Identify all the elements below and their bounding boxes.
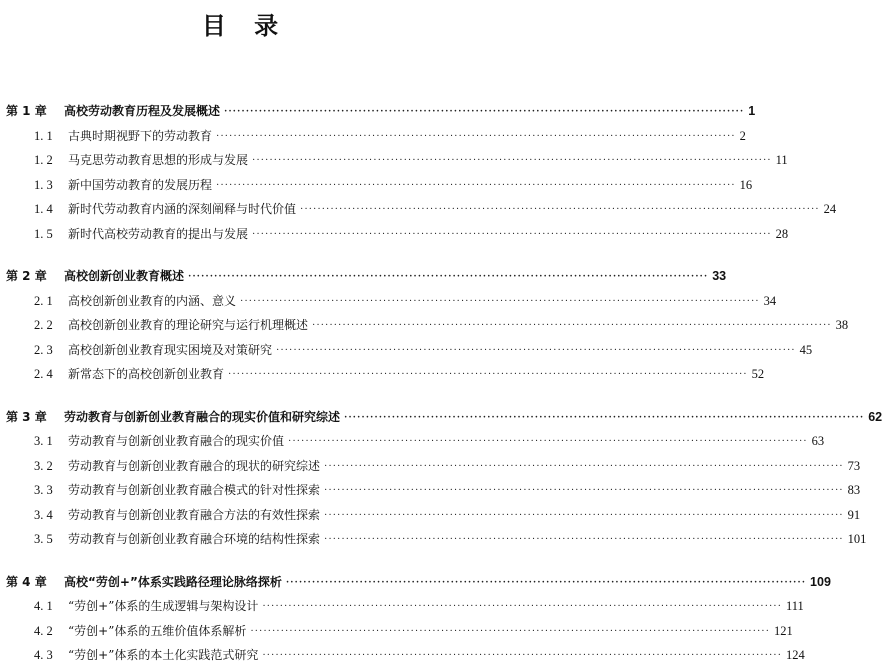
section-title: “劳创+”体系的五维价值体系解析 bbox=[68, 623, 247, 638]
section-title: 新中国劳动教育的发展历程 bbox=[68, 177, 213, 192]
section-title: 劳动教育与创新创业教育融合模式的针对性探索 bbox=[68, 483, 321, 497]
section-page: 2 bbox=[739, 128, 746, 143]
leader-dots: ························································································································ bbox=[188, 271, 709, 282]
section-row[interactable] bbox=[0, 642, 805, 662]
chapter-row[interactable] bbox=[0, 98, 756, 118]
leader-dots: ························································································································ bbox=[324, 509, 844, 521]
chapter-page: 62 bbox=[868, 409, 882, 424]
section-title: 劳动教育与创新创业教育融合的现状的研究综述 bbox=[68, 458, 321, 473]
section-number: 3. 2 bbox=[34, 458, 53, 473]
leader-dots: ························································································································ bbox=[344, 411, 865, 423]
section-page: 73 bbox=[847, 458, 861, 473]
section-number: 3. 1 bbox=[34, 434, 53, 448]
section-number: 2. 1 bbox=[34, 293, 53, 308]
leader-dots: ························································································································ bbox=[312, 320, 832, 331]
section-row[interactable] bbox=[0, 428, 825, 448]
section-number: 1. 4 bbox=[34, 202, 53, 216]
section-row[interactable] bbox=[0, 361, 765, 381]
section-number: 3. 5 bbox=[34, 532, 53, 546]
section-page: 34 bbox=[763, 293, 777, 308]
section-row[interactable] bbox=[0, 288, 777, 308]
section-row[interactable] bbox=[0, 312, 849, 332]
section-page: 45 bbox=[799, 342, 813, 357]
section-title: “劳创+”体系的本土化实践范式研究 bbox=[68, 648, 259, 662]
chapter-row[interactable] bbox=[0, 569, 831, 589]
leader-dots: ························································································································ bbox=[250, 625, 770, 637]
section-page: 91 bbox=[847, 507, 861, 522]
section-row[interactable] bbox=[0, 453, 861, 473]
section-number: 4. 3 bbox=[34, 648, 53, 662]
section-row[interactable] bbox=[0, 502, 861, 522]
leader-dots: ························································································································ bbox=[224, 106, 745, 117]
chapter-page: 33 bbox=[712, 269, 727, 283]
section-title: 新时代高校劳动教育的提出与发展 bbox=[68, 226, 249, 241]
section-title: 新时代劳动教育内涵的深刻阐释与时代价值 bbox=[68, 202, 297, 216]
section-row[interactable] bbox=[0, 526, 867, 546]
section-number: 3. 3 bbox=[34, 483, 53, 497]
leader-dots: ························································································································ bbox=[276, 344, 796, 356]
section-page: 124 bbox=[785, 648, 805, 662]
section-title: 劳动教育与创新创业教育融合的现实价值 bbox=[68, 434, 285, 448]
section-page: 101 bbox=[847, 532, 867, 546]
section-row[interactable] bbox=[0, 147, 788, 167]
leader-dots: ························································································································ bbox=[324, 485, 844, 496]
leader-dots: ························································································································ bbox=[324, 534, 844, 545]
section-row[interactable] bbox=[0, 196, 837, 216]
section-page: 16 bbox=[739, 177, 753, 192]
section-row[interactable] bbox=[0, 593, 804, 613]
section-number: 2. 4 bbox=[34, 367, 53, 381]
section-number: 4. 1 bbox=[34, 599, 53, 613]
leader-dots: ························································································································ bbox=[285, 576, 807, 588]
section-page: 111 bbox=[785, 599, 804, 613]
section-row[interactable] bbox=[0, 123, 746, 143]
chapter-page: 109 bbox=[810, 574, 831, 589]
section-page: 28 bbox=[775, 226, 789, 241]
leader-dots: ························································································································ bbox=[228, 369, 748, 380]
section-row[interactable] bbox=[0, 477, 861, 497]
section-page: 38 bbox=[835, 318, 849, 332]
chapter-page: 1 bbox=[748, 104, 756, 118]
section-page: 24 bbox=[823, 202, 837, 216]
leader-dots: ························································································································ bbox=[216, 179, 736, 191]
chapter-title: 高校“劳创+”体系实践路径理论脉络探析 bbox=[64, 574, 282, 589]
section-number: 1. 5 bbox=[34, 226, 53, 241]
chapter-number: 第 1 章 bbox=[6, 104, 47, 118]
section-row[interactable] bbox=[0, 221, 789, 241]
leader-dots: ························································································································ bbox=[262, 650, 782, 661]
leader-dots: ························································································································ bbox=[300, 204, 820, 215]
section-number: 2. 2 bbox=[34, 318, 53, 332]
section-page: 83 bbox=[847, 483, 861, 497]
section-page: 121 bbox=[773, 623, 793, 638]
section-title: 劳动教育与创新创业教育融合环境的结构性探索 bbox=[68, 532, 321, 546]
chapter-number: 第 2 章 bbox=[6, 269, 47, 283]
leader-dots: ························································································································ bbox=[324, 460, 844, 472]
section-row[interactable] bbox=[0, 337, 813, 357]
leader-dots: ························································································································ bbox=[288, 436, 808, 447]
chapter-row[interactable] bbox=[0, 404, 882, 424]
leader-dots: ························································································································ bbox=[252, 155, 772, 166]
section-title: 马克思劳动教育思想的形成与发展 bbox=[68, 153, 249, 167]
section-number: 1. 3 bbox=[34, 177, 53, 192]
section-title: 新常态下的高校创新创业教育 bbox=[68, 367, 225, 381]
chapter-title: 劳动教育与创新创业教育融合的现实价值和研究综述 bbox=[64, 409, 341, 424]
leader-dots: ························································································································ bbox=[216, 130, 736, 142]
leader-dots: ························································································································ bbox=[240, 295, 760, 307]
chapter-number: 第 3 章 bbox=[6, 409, 47, 424]
section-number: 3. 4 bbox=[34, 507, 53, 522]
leader-dots: ························································································································ bbox=[252, 228, 772, 240]
section-title: 劳动教育与创新创业教育融合方法的有效性探索 bbox=[68, 507, 321, 522]
section-number: 1. 1 bbox=[34, 128, 53, 143]
section-page: 52 bbox=[751, 367, 765, 381]
section-number: 1. 2 bbox=[34, 153, 53, 167]
chapter-number: 第 4 章 bbox=[6, 574, 47, 589]
section-number: 4. 2 bbox=[34, 623, 53, 638]
chapter-title: 高校创新创业教育概述 bbox=[64, 269, 185, 283]
leader-dots: ························································································································ bbox=[262, 601, 782, 612]
section-title: 古典时期视野下的劳动教育 bbox=[68, 128, 213, 143]
section-number: 2. 3 bbox=[34, 342, 53, 357]
page-title: 目 录 bbox=[201, 12, 289, 40]
section-page: 11 bbox=[775, 153, 788, 167]
chapter-title: 高校劳动教育历程及发展概述 bbox=[64, 104, 221, 118]
section-row[interactable] bbox=[0, 172, 753, 192]
section-title: 高校创新创业教育的理论研究与运行机理概述 bbox=[68, 318, 309, 332]
section-title: 高校创新创业教育的内涵、意义 bbox=[68, 293, 237, 308]
section-row[interactable] bbox=[0, 618, 793, 638]
chapter-row[interactable] bbox=[0, 263, 727, 283]
section-title: 高校创新创业教育现实困境及对策研究 bbox=[68, 342, 273, 357]
section-title: “劳创+”体系的生成逻辑与架构设计 bbox=[68, 599, 259, 613]
section-page: 63 bbox=[811, 434, 825, 448]
